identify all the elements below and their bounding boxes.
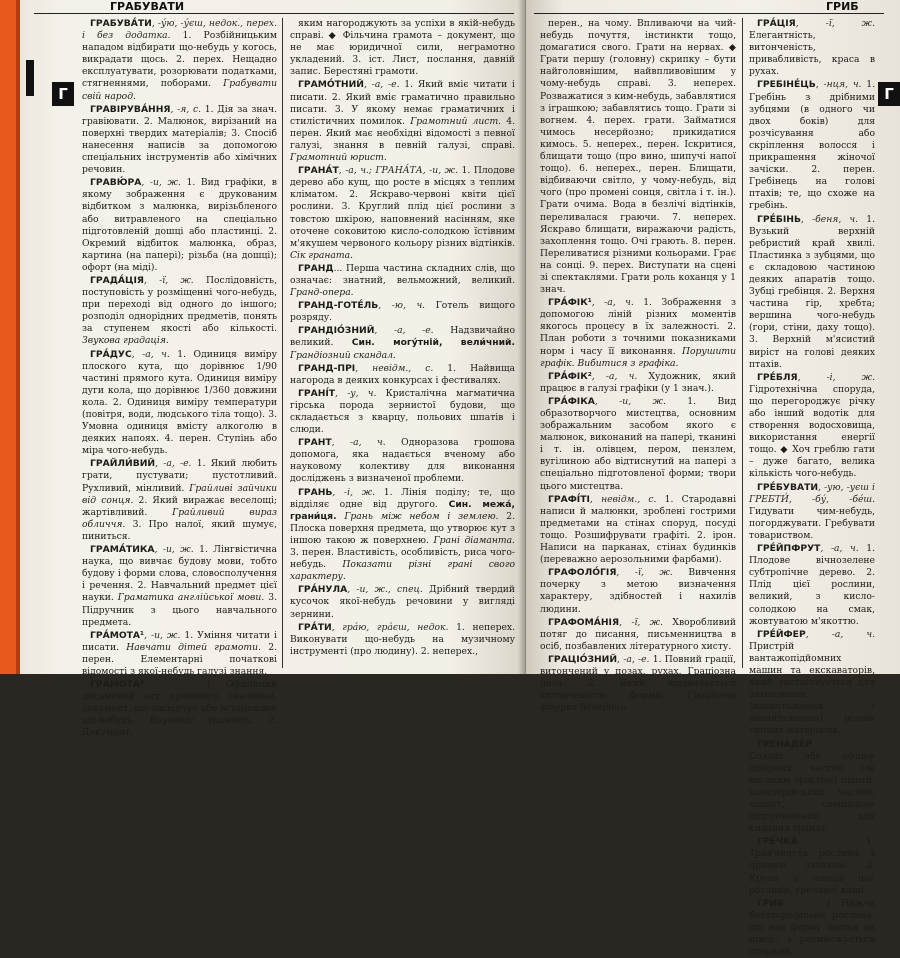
left-column-1 (82, 18, 278, 739)
entry-definition: Одноразова грошова допомога, яка надається вченому або науковому колективу для виконання досліджень з визначеної проблеми. (290, 437, 515, 485)
entry-definition: 1. Стародавні написи й малюнки, зроблені гострими предметами на стінах споруд, посуді тощо. Розшифрувати графіті. 2. ірон. Написи на парканах, стінах будинків (переважно аерозольними фарбами). (540, 493, 737, 566)
dictionary-entry (290, 622, 515, 658)
entry-headword: ГРЕ́БІНЬ (757, 213, 801, 225)
dictionary-entry (749, 543, 875, 628)
entry-headword: ГРАНДІО́ЗНИЙ (298, 325, 375, 337)
entry-headword: ГРАМА́ТИКА (90, 544, 155, 556)
entry-definition: Гідротехнічна споруда, що перегороджує річку або інший водотік для створення водосховища, використання енергії тощо. ◆ Хоч греблю гати – дуже багато, велика кількість чого-небудь. (749, 383, 875, 480)
entry-headword: ГРЕНАДЕ́Р (757, 738, 812, 750)
left-column-2 (290, 18, 515, 668)
dictionary-entry (82, 349, 277, 458)
entry-grammar: , -ї, ж. (619, 616, 664, 628)
dictionary-entry (540, 297, 736, 370)
entry-grammar: , -и, ж., спец. (347, 584, 423, 596)
entry-example: Звукова градація. (82, 335, 169, 347)
entry-headword: ГРАВЮ́РА (90, 177, 142, 189)
entry-example: Грандіозний скандал. (290, 349, 396, 361)
entry-grammar: , -и, ж. (154, 544, 194, 556)
entry-definition: Хворобливий потяг до писання, письменництва в осіб, позбавлених літературного хисту. (540, 616, 736, 652)
entry-grammar: , -а, ч. (131, 348, 170, 360)
dictionary-entry (540, 371, 736, 395)
entry-definition: 1. Який вміє читати і писати. 2. Який вміє граматично правильно писати. 3. У якому немає граматичних і стилістичних помилок. (290, 79, 515, 127)
entry-definition: Солдат або офіцер добірних частин (за високим зростом) піхоти, кавалерійських частин; солдат, спеціально підготовлений для кидання гранат. (749, 750, 875, 835)
entry-definition: Послідовність, поступовість у розміщенні чого-небудь, при переході від одного до іншого; розподіл однорідних предметів, понять за ступенем якості або кількості. (82, 274, 277, 335)
entry-grammar: , -а, ч. (591, 370, 638, 382)
entry-headword: ГРА́ФІК¹ (548, 297, 592, 309)
dictionary-entry (540, 617, 736, 653)
dictionary-entry (749, 739, 875, 836)
entry-headword: ГРЕ́ЙПФРУТ (757, 543, 821, 555)
entry-grammar: , -а, ч. (805, 628, 875, 640)
entry-example: Граціозна фігурка балерини. (540, 690, 736, 714)
dictionary-entry (749, 898, 875, 958)
dictionary-entry (540, 494, 736, 567)
column-divider-left (282, 18, 283, 668)
entry-example: Граматика англійської мови. (113, 592, 265, 604)
entry-grammar: , -я, с. (170, 103, 202, 115)
entry-example: Грамотний лист. (405, 115, 502, 127)
dictionary-entry (749, 482, 875, 542)
entry-example: Показати різні грані свого характеру. (290, 559, 515, 583)
entry-definition: 1. Дія за знач. гравіювати. 2. Малюнок, вирізаний на поверхні твердих матеріалів; 3. Спосіб нанесення написів за допомогою спеціальних інструментів або хімічних речовин. (82, 103, 278, 176)
entry-headword: ГРА́ФІК² (548, 370, 592, 382)
entry-headword: ГРАФІ́ТІ (548, 493, 590, 505)
dictionary-entry (290, 487, 515, 584)
entry-definition: 3. Підручник з цього навчального предмета. (82, 592, 277, 628)
entry-grammar: , -а, ч. (331, 437, 386, 449)
dictionary-entry (749, 214, 875, 371)
entry-headword: ГРАБУВА́ТИ (90, 18, 152, 29)
entry-definition: 1. неперех. Виконувати що-небудь на музичному інструменті (про людину). 2. неперех., (290, 621, 515, 657)
entry-headword: ГРАЙЛИ́ВИЙ (90, 458, 156, 470)
entry-definition: 1. Вид графіки, в якому зображення є друкованим відбитком з малюнка, вирізьбленого або витравленого на спеціально підготовленій дошці або пластинці. 2. Окремий відбиток малюнка, образ, картина (на папері); різьба (на дошці); офорт (на міді). (82, 177, 277, 273)
entry-grammar: , -ї, ж. (795, 18, 875, 29)
entry-definition: 3. перен. Властивість, особливість, риса чого-небудь. (290, 547, 515, 571)
entry-headword: ГРАНЬ (298, 486, 333, 498)
entry-grammar: , -беня, ч. (800, 213, 859, 225)
entry-headword: ГРЕ́БУВАТИ (757, 481, 819, 493)
entry-grammar: , -у́ю, -у́єш, недок., перех. і без додатка. (82, 18, 277, 42)
entry-example: Грань між небом і землею. (336, 510, 499, 522)
dictionary-entry (82, 18, 277, 103)
entry-grammar: , -а, ч. (784, 897, 820, 909)
entry-definition: Дрібний твердий кусочок якої-небудь речовини у вигляді зернини. (290, 584, 515, 620)
dictionary-entry (290, 363, 515, 387)
entry-definition: 1. Вид образотворчого мистецтва, основним зображальним засобом якого є малюнок, виконаний на папері, тканині і т. ін. олівцем, пером, пензлем, вугілиною або відтиснутий на папері з спеціально підготовленої форми; твори цього мистецтва. (540, 395, 736, 492)
entry-grammar: , -а, ч. (811, 738, 875, 750)
entry-definition: 1. Лінія поділу; те, що відділяє одне від другого. (290, 486, 515, 510)
dictionary-entry (290, 18, 515, 78)
entry-grammar: , -а, -е. (364, 79, 400, 91)
right-page (526, 0, 900, 958)
dictionary-entry (540, 396, 736, 493)
entry-continuation: перен., на чому. Впливаючи на чий-небудь почуття, інстинкти тощо, домагатися свого. Грати на нервах. ◆ Грати першу (головну) скрипку – бути найголовнішим, найвпливовішим у чому-небудь справі. 3. неперех. Розважатися з ким-небудь, забавлятися з іграшкою; забавлятись тощо. Грати зі вогнем. 4. перех. грати. Займатися чимось несерйозно; прикидатися кимось. 5. неперех., перен. Іскритися, блищати тощо (про вино, шипучі напої тощо). 6. неперех., перен. Блищати, відбиваючи світло, у чому-небудь, від чого (про промені сонця, світла і т. ін.). Грати очима. Вода в безлічі відтінків, переливалася граючи. 7. неперех. Яскраво блищати, виражаючи радість, захоплення тощо. Очі грають. 8. перен. Переливатися різними кольорами. Грає на сонці. 9. перех. Виступати на сцені зі спектаклями. Грати роль коханця у 1 знач. (540, 18, 736, 296)
entry-grammar: , -а, -е. (617, 653, 650, 665)
entry-definition: 1. Офіційний письмовий акт правового значення, документ, що засвідчує або встановлює що-небудь. (82, 679, 277, 727)
edge-tab-left (26, 60, 34, 96)
dictionary-entry (540, 18, 736, 296)
entry-synonym: Син. межа́, грани́ця. (290, 498, 515, 522)
entry-grammar: , -а, -е. (155, 458, 192, 470)
entry-example: Грамотний юрист. (290, 152, 387, 164)
thumb-index-right: Г (878, 82, 900, 106)
entry-headword: ГРАВІРУВА́ННЯ (90, 103, 171, 115)
entry-headword: ГРАМО́ТНИЙ (298, 79, 364, 91)
entry-example: Сік граната. (290, 249, 354, 261)
entry-definition: Кристалічна магматична гірська порода зернистої будови, що складається з кварцу, польових шпатів і слюди. (290, 387, 515, 436)
entry-grammar: , невідм., с. (355, 362, 434, 374)
right-column-1 (540, 18, 737, 714)
dictionary-entry (749, 629, 875, 738)
entry-grammar: , -ї, ж. (144, 274, 194, 286)
dictionary-entry (290, 263, 515, 299)
running-head-right: ГРИБ (826, 0, 859, 13)
entry-example: Грабувати свій народ. (82, 78, 277, 102)
entry-definition: 2. Який виражає веселощі; жартівливий. (82, 494, 277, 518)
thumb-index-left: Г (52, 82, 74, 106)
entry-headword: ГРАФОМА́НІЯ (548, 616, 620, 628)
dictionary-entry (749, 79, 875, 212)
entry-headword: ГРЕ́ЙФЕР (757, 628, 806, 640)
book-cover-edge (0, 0, 20, 674)
entry-headword: ГРАНД (298, 262, 334, 274)
entry-grammar: , гра́ю, гра́єш, недок. (331, 621, 449, 633)
entry-definition: 1. Зображення з допомогою ліній різних моментів якогось процесу в їх залежності. 2. План роботи з точними показниками норм і часу її виконання. (540, 297, 736, 357)
dictionary-entry (290, 325, 515, 361)
entry-headword: ГРА́МОТА¹ (90, 629, 145, 641)
entry-grammar: , -а, ч. (820, 543, 859, 555)
dictionary-entry (290, 300, 515, 324)
dictionary-entry (82, 679, 277, 739)
entry-headword: ГРА́МОТА² (90, 679, 145, 691)
entry-definition: 1. Вузький верхній ребристий край хвилі. Пластинка з зубцями, що є складовою частиною деяких апаратів тощо. Зубці гребінця. 2. Верхня частина гір, хребта; вершина чого-небудь (гори, стіни, даху тощо). 3. Верхній м'ясистий виріст на голові деяких птахів. (749, 213, 876, 370)
entry-definition: Художник, який працює в галузі графіки (у 1 знач.). (540, 370, 737, 394)
entry-definition: Надзвичайно великий. (290, 325, 515, 349)
dictionary-entry (82, 275, 277, 348)
entry-example: Грані діаманта. (428, 534, 515, 546)
entry-grammar: , -а, ч. (591, 297, 634, 309)
entry-grammar: , -ї, ж. (616, 567, 673, 579)
column-divider-right (742, 18, 743, 668)
entry-headword: ГРАФОЛО́ГІЯ (548, 567, 617, 579)
entry-grammar: , -а, -е. (374, 325, 434, 337)
entry-continuation: яким нагороджують за успіхи в якій-небудь справі. ◆ Фільчина грамота – документ, що не має юридичної сили, неграмотно укладений. 3. іст. Лист, послання, давній запис. Берестяні грамоти. (290, 18, 515, 78)
dictionary-entry (82, 104, 277, 177)
dictionary-entry (749, 836, 875, 896)
entry-definition: Пристрій вантажопідйомних машин та екскаваторів, який застосовується для захоплення (навантаження і вивантаження) різних сипких матеріалів. (749, 640, 875, 737)
entry-example: Гранд-опера. (290, 287, 354, 299)
entry-definition: 3. Про налої, який шумує, пиниться. (82, 518, 277, 542)
entry-headword: ГРА́ТИ (298, 621, 332, 633)
dictionary-entry (82, 630, 277, 678)
entry-example: Грайливий вираз обличчя. (82, 506, 277, 530)
entry-definition: 1. Одиниця виміру плоского кута, що дорівнює 1/90 частині прямого кута. Одиниця виміру дуги кола, що дорівнює 1/360 довжини кола. 2. Одиниця виміру температури (повітря, води, людського тіла тощо). 3. Умовна одиниця вмісту алкоголю в деяких напоях. 4. перен. Ступінь або міра чого-небудь. (82, 348, 277, 457)
entry-definition: Елегантність, витонченість, привабливість, краса в рухах. (749, 30, 875, 78)
entry-definition: 1. Повний грації, витончений у позах, рухах. Граціозна поза. 2. Який відзначається витонченістю форми. (540, 653, 736, 702)
entry-definition: 1. Плодове вічнозелене субтропічне дерево. 2. Плід цієї рослини, великий, з кисло-солодкою на смак, жовтуватою м'якоттю. (749, 543, 875, 627)
entry-definition: Готель вищого розряду. (290, 300, 515, 324)
entry-definition: Перша частина складних слів, що означає: знатний, вельможний, великий. (290, 262, 515, 286)
entry-definition: 1. Лінгвістична наука, що вивчає будову мови, тобто будову і форми слова, словосполучення і речення. 2. Навчальний предмет цієї науки. (82, 544, 277, 604)
entry-definition: Вивчення почерку з метою визначення характеру, здібностей і нахилів людини. (540, 567, 736, 615)
entry-grammar: , -нця, ч. (815, 79, 862, 91)
entry-grammar: , -і, ж. (332, 486, 376, 498)
entry-synonym: Син. могу́тній, вели́чний. (333, 337, 515, 349)
entry-definition: 1. Який любить грати, пустувати; пустотливий. Рухливий, мінливий. (82, 458, 277, 494)
entry-grammar: , -и, ж. (144, 629, 181, 641)
entry-headword: ГРЕ́БЛЯ (757, 371, 798, 383)
dictionary-entry (540, 654, 736, 714)
dictionary-entry (540, 567, 736, 615)
dictionary-entry (290, 79, 515, 164)
entry-example: Порушити графік. Вибитися з графіка. (540, 345, 736, 369)
entry-headword: ГРАНІ́Т (298, 387, 336, 399)
left-page (20, 0, 526, 739)
entry-definition: 4. перен. Який має необхідні відомості з певної галузі, знання в певній галузі, справі. (290, 115, 515, 151)
dictionary-entry (82, 458, 277, 543)
entry-example: Вручити грамоту. (135, 715, 255, 727)
entry-definition: 1. Трав'яниста рослина з пряним запахом. 2. Крупа з плодів цієї рослини, гречаної каші. (749, 836, 875, 896)
entry-grammar: , -і, ж. (797, 371, 875, 383)
entry-headword: ГРИБ (757, 897, 785, 909)
entry-definition: 1. Уміння читати і писати. (82, 629, 277, 653)
entry-definition: 2. перен. Елементарні початкові відомості з якої-небудь галузі знання. (82, 641, 277, 677)
head-rule-left (34, 13, 514, 14)
entry-headword: ГРАНД-ПРІ (298, 362, 356, 374)
running-head-left: ГРАБУВАТИ (110, 0, 185, 13)
entry-headword: ГРАНТ (298, 437, 332, 449)
entry-headword: ГРА́НУЛА (298, 584, 348, 596)
entry-headword: ГРАЦІО́ЗНИЙ (548, 653, 618, 665)
entry-definition: 1. Найвища нагорода в деяких конкурсах і фестивалях. (290, 362, 515, 386)
dictionary-entry (290, 165, 515, 262)
entry-definition: 1. Гребінь з дрібними зубцями (в одного чи двох боків) для розчісування або скріплення волосся і прикрашення жіночої зачіски. 2. перен. Гребінець на голові птахів; те, що схоже на гребінь. (749, 79, 876, 212)
entry-headword: ГРА́ДУС (90, 348, 132, 360)
entry-grammar: , -ю, ч. (378, 300, 426, 312)
entry-grammar: , -и, ж. (144, 679, 195, 691)
entry-headword: ГРАДА́ЦІЯ (90, 274, 145, 286)
dictionary-entry (290, 584, 515, 620)
dictionary-entry (749, 372, 875, 481)
entry-headword: ГРЕ́ЧКА (757, 836, 798, 848)
dictionary-entry (749, 18, 875, 78)
entry-definition: 1. Плодове дерево або кущ, що росте в місцях з теплим кліматом. 2. Яскраво-червоні квіти цієї рослини. 3. Круглий плід цієї рослини з товстою шкірою, наповнений насінням, яке оточене соковитою кисло-солодкою їстівним м'якушем червоного кольору різних відтінків. (290, 165, 515, 249)
entry-definition: 2. Документ, (82, 715, 278, 739)
entry-definition: 1. Розбійницьким нападом відбирати що-небудь у когось, викрадати щось. 2. перех. Нещадно експлуатувати, розорювати податками, стягненнями, поборами. (82, 30, 277, 90)
entry-grammar: , -и, ж. (797, 836, 853, 848)
entry-grammar: ... (333, 262, 343, 274)
entry-headword: ГРА́ФІКА (548, 395, 595, 407)
entry-grammar: , невідм., с. (589, 493, 657, 505)
entry-grammar: , -у, ч. (335, 387, 377, 399)
dictionary-entry (290, 437, 515, 485)
entry-example: Грайливі зайчики від сонця. (82, 482, 277, 506)
dictionary-entry (82, 544, 277, 629)
entry-grammar: , -и, ж. (594, 395, 666, 407)
entry-headword: ГРАНД-ГОТЕ́ЛЬ (298, 300, 379, 312)
entry-definition: 1. Нижча безхлорофільна рослина, що має форму шапки на ніжці, з розмножується спорами. (749, 897, 875, 958)
entry-grammar: , -ую, -уєш і ГРЕБТИ́, -бу́, -бе́ш. (749, 481, 875, 505)
entry-example: Навчати дітей грамоти. (119, 641, 261, 653)
entry-definition: 2. Плоска поверхня предмета, що утворює кут з іншою такою ж поверхнею. (290, 510, 515, 546)
entry-headword: ГРЕБІНЕ́ЦЬ (757, 79, 816, 91)
entry-definition: Гидувати чим-небудь, погорджувати. Гребувати товариством. (749, 505, 875, 541)
entry-grammar: , -а, ч.; ГРАНА́ТА, -и, ж. (338, 165, 459, 177)
head-rule-right (534, 13, 884, 14)
entry-grammar: , -и, ж. (141, 177, 181, 189)
entry-headword: ГРА́ЦІЯ (757, 18, 796, 29)
entry-headword: ГРАНА́Т (298, 165, 339, 177)
dictionary-entry (82, 177, 277, 274)
right-column-2 (749, 18, 876, 958)
dictionary-entry (290, 388, 515, 436)
